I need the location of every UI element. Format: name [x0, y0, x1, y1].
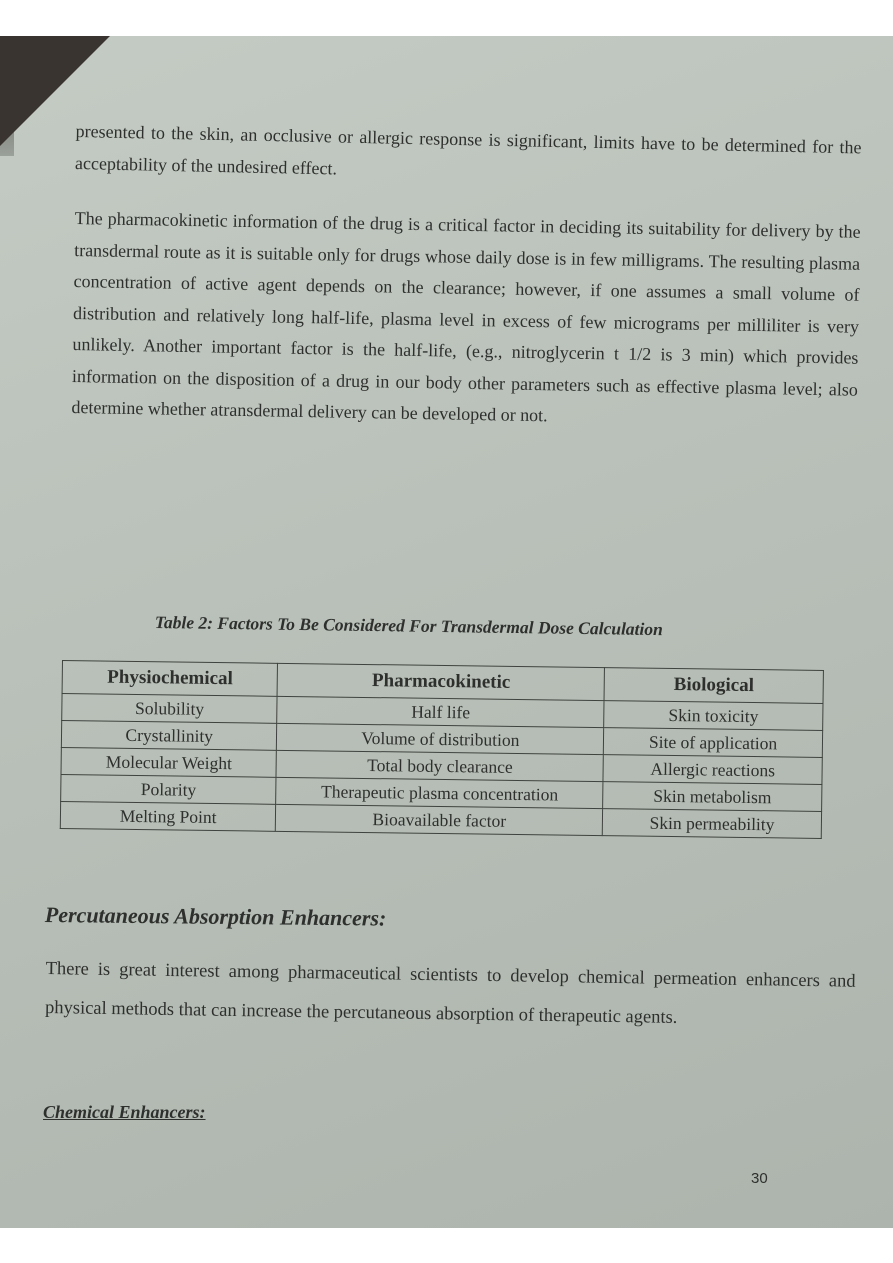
- table-cell: Therapeutic plasma concentration: [276, 777, 603, 808]
- table-header-cell: Physiochemical: [62, 661, 278, 697]
- table-cell: Solubility: [62, 694, 278, 724]
- table-cell: Total body clearance: [276, 750, 603, 781]
- table-cell: Half life: [277, 696, 604, 727]
- table-cell: Polarity: [61, 774, 277, 804]
- paragraph-pharmacokinetic: The pharmacokinetic information of the drug is a critical factor in deciding its suitability for delivery by the transdermal route as it is suitable only for drugs whose daily dose is in few milligrams. The resulting plasma concentration of active agent depends on the clearance; however, if one assumes a small volume of distribution and relatively long half-life, plasma level in excess of few micrograms per milliliter is very unlikely. Another important factor is the half-life, (e.g., nitroglycerin t 1/2 is 3 min) which provides information on the disposition of a drug in our body other parameters such as effective plasma level; also determine whether atransdermal delivery can be developed or not.: [71, 207, 861, 426]
- paragraph-enhancers: There is great interest among pharmaceutical scientists to develop chemical permeation enhancers and physical methods that can increase the percutaneous absorption of therapeutic agents.: [44, 958, 856, 1028]
- table-caption: Table 2: Factors To Be Considered For Transdermal Dose Calculation: [154, 612, 663, 640]
- table-header-cell: Pharmacokinetic: [278, 663, 605, 700]
- table-cell: Melting Point: [60, 801, 276, 831]
- factors-table: [60, 660, 824, 839]
- bottom-margin: [0, 1228, 893, 1263]
- table-cell: Skin metabolism: [603, 782, 822, 812]
- table-cell: Skin toxicity: [604, 701, 823, 731]
- table-cell: Volume of distribution: [277, 723, 604, 754]
- top-margin: [0, 0, 893, 36]
- table-cell: Crystallinity: [61, 721, 277, 751]
- subsection-heading: Chemical Enhancers:: [43, 1102, 206, 1122]
- table-cell: Site of application: [604, 728, 823, 758]
- table-cell: Molecular Weight: [61, 747, 277, 777]
- section-heading: Percutaneous Absorption Enhancers:: [44, 902, 387, 931]
- page-number: 30: [751, 1170, 768, 1187]
- table-header-cell: Biological: [604, 668, 823, 704]
- paragraph-intro: presented to the skin, an occlusive or allergic response is significant, limits have to be determined for the acceptability of the undesired effect.: [74, 120, 862, 178]
- table-cell: Allergic reactions: [603, 755, 822, 785]
- table-cell: Bioavailable factor: [276, 804, 603, 835]
- table-cell: Skin permeability: [602, 809, 821, 839]
